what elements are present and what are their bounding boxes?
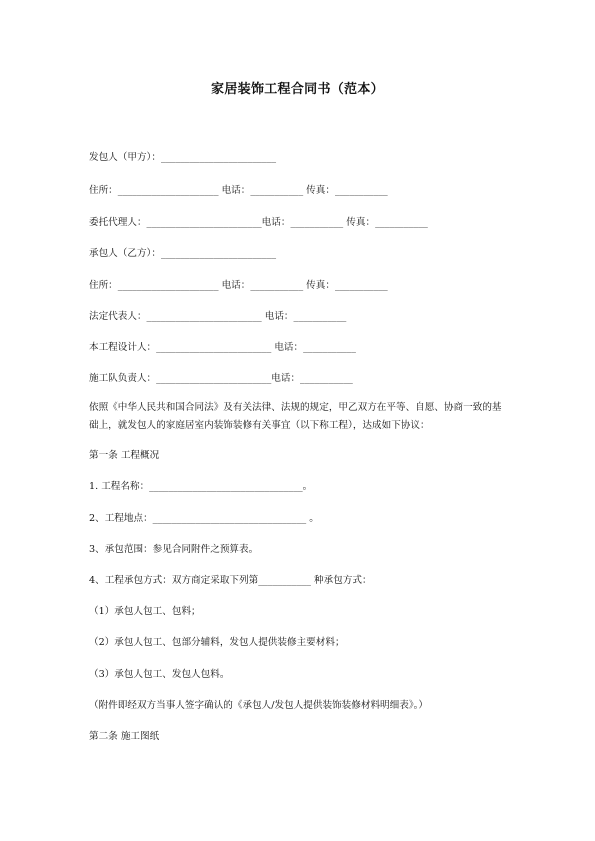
agent-line: 委托代理人：________________________电话：___________ 传真：___________ xyxy=(89,217,428,228)
project-location-line: 2、工程地点：________________________________ 。 xyxy=(89,513,319,524)
method-option-1: （1）承包人包工、包料； xyxy=(89,606,201,617)
team-leader-line: 施工队负责人：________________________电话：___________ xyxy=(89,373,353,384)
article-2-heading: 第二条 施工图纸 xyxy=(89,731,160,742)
project-name-line: 1. 工程名称：________________________________。 xyxy=(89,481,313,492)
intro-paragraph: 依照《中华人民共和国合同法》及有关法律、法规的规定，甲乙双方在平等、自愿、协商一致的基础上，就发包人的家庭居室内装饰装修有关事宜（以下称工程），达成如下协议： xyxy=(89,402,502,431)
contract-method-line: 4、工程承包方式：双方商定采取下列第___________ 种承包方式： xyxy=(89,575,372,586)
party-b-address-line: 住所：_____________________ 电话：___________ 传真：___________ xyxy=(89,280,388,291)
party-a-line: 发包人（甲方）：________________________ xyxy=(89,152,277,163)
designer-line: 本工程设计人：________________________ 电话：___________ xyxy=(89,342,356,353)
method-option-2: （2）承包人包工、包部分辅料，发包人提供装修主要材料； xyxy=(89,637,345,648)
party-a-address-line: 住所：_____________________ 电话：___________ 传真：___________ xyxy=(89,185,388,196)
scope-line: 3、承包范围：参见合同附件之预算表。 xyxy=(89,544,259,555)
method-option-3: （3）承包人包工、发包人包料。 xyxy=(89,669,230,680)
article-1-heading: 第一条 工程概况 xyxy=(89,450,160,461)
legal-representative-line: 法定代表人：________________________ 电话：___________ xyxy=(89,311,347,322)
party-b-line: 承包人（乙方）：________________________ xyxy=(89,248,277,259)
page-title: 家居装饰工程合同书（范本） xyxy=(211,82,384,97)
attachment-note: （附件即经双方当事人签字确认的《承包人/发包人提供装饰装修材料明细表》。） xyxy=(89,700,429,711)
